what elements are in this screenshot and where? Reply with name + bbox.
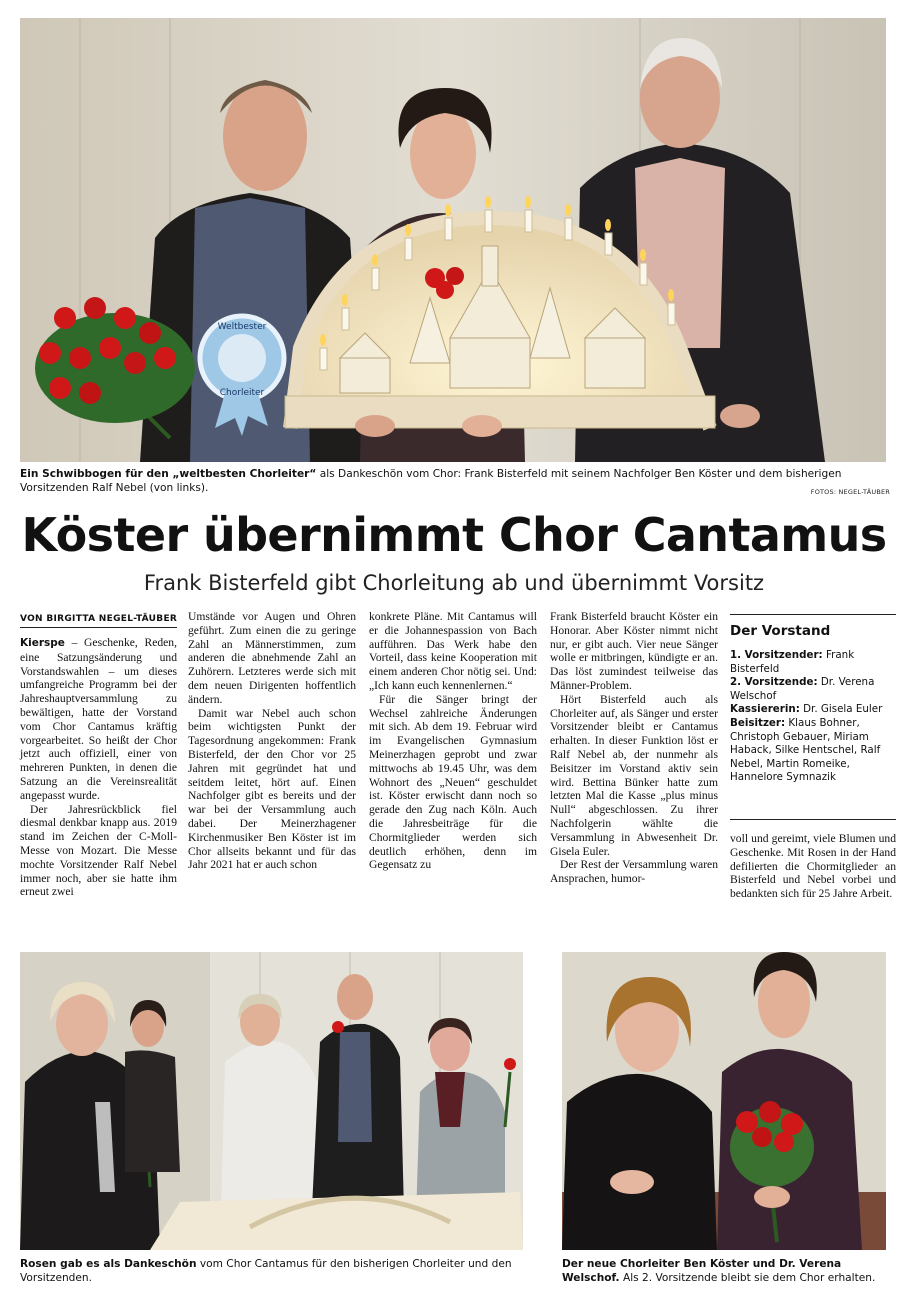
photo-credit: FOTOS: NEGEL-TÄUBER bbox=[810, 488, 890, 496]
col1-para-1 bbox=[20, 636, 177, 803]
bottom-left-caption bbox=[20, 1257, 525, 1285]
col4-para-1: Frank Bisterfeld braucht Köster ein Honorar. Aber Köster nimmt nicht nur, er gibt auch. Vier neue Sänger wolle er mitbringen, kündigte er an. Das löst zumindest teilweise das Männer-Problem. bbox=[550, 610, 718, 692]
col2-para-2: Damit war Nebel auch schon beim wichtigsten Punkt der Tagesordnung angekommen: Frank Bisterfeld, der den Chor vor 25 Jahren mit gegründet hat und seitdem leitet, hört auf. Einen Nachfolger gibt es bereits und der war bei der Versammlung auch dabei. Der Meinerzhagener Kirchenmusiker Ben Köster ist im Chor allseits bekannt und für das Jahr 2021 hat er auch schon bbox=[188, 706, 356, 872]
article-column-4 bbox=[550, 610, 718, 886]
infobox-entry-2 bbox=[730, 676, 896, 703]
entry-value: Frank Bisterfeld bbox=[730, 649, 855, 675]
entry-value: Dr. Gisela Euler bbox=[799, 703, 883, 716]
top-photo-caption bbox=[20, 467, 886, 495]
entry-label: 1. Vorsitzender: bbox=[730, 649, 823, 661]
col3-para-1: konkrete Pläne. Mit Cantamus will er die Johannespassion von Bach aufführen. Das Werk habe den Vorteil, dass keine Kooperation mit einem anderen Chor nötig sei. Und: „Ich kann euch kennenlernen.“ bbox=[369, 610, 537, 692]
entry-value: Klaus Bohner, Christoph Gebauer, Miriam Haback, Silke Hentschel, Ralf Nebel, Martin Romeike, Hannelore Symnazik bbox=[730, 716, 881, 784]
headline: Köster übernimmt Chor Cantamus bbox=[21, 508, 887, 562]
infobox-title: Der Vorstand bbox=[730, 623, 831, 639]
infobox-entry-3 bbox=[730, 703, 896, 717]
bottom-right-caption-rest: Als 2. Vorsitzende bleibt sie dem Chor erhalten. bbox=[619, 1272, 876, 1284]
byline: VON BIRGITTA NEGEL-TÄUBER bbox=[20, 614, 177, 628]
bottom-right-photo bbox=[562, 952, 886, 1250]
article-column-5 bbox=[730, 832, 896, 901]
entry-label: Kassiererin: bbox=[730, 703, 800, 716]
entry-value: Dr. Verena Welschof bbox=[730, 676, 875, 702]
top-caption-lead: Ein Schwibbogen für den „weltbesten Chorleiter“ bbox=[20, 468, 317, 480]
badge-text-top: Weltbester bbox=[217, 322, 267, 332]
infobox-entry-4 bbox=[730, 717, 896, 785]
dateline: Kierspe bbox=[20, 637, 65, 649]
badge-text-bottom: Chorleiter bbox=[219, 388, 265, 398]
article-column-3 bbox=[369, 610, 537, 872]
col4-para-3: Der Rest der Versammlung waren Ansprachen, humor- bbox=[550, 858, 718, 886]
col1-para-1-text: – Geschenke, Reden, eine Satzungsänderung und Vorstandswahlen – um dieses umfangreiche Programm bei der Jahreshauptversammlung zu bewältigen, hatte der Vorstand vom Chor Cantamus kräftig vorgearbeitet. So heißt der Chor jetzt auch offiziell, einer von mehreren Punkten, in denen die Satzung an die Vereinsrealität angepasst wurde. bbox=[20, 636, 177, 802]
article-column-2 bbox=[188, 610, 356, 872]
bottom-left-caption-lead: Rosen gab es als Dankeschön bbox=[20, 1258, 197, 1270]
bottom-right-caption-lead: Der neue Chorleiter Ben Köster und Dr. Verena Welschof. bbox=[562, 1258, 842, 1284]
col5-para-1: voll und gereimt, viele Blumen und Geschenke. Mit Rosen in der Hand defilierten die Chormitglieder an Bisterfeld und Nebel vorbei und bedankten sich für 25 Jahre Arbeit. bbox=[730, 832, 896, 901]
vorstand-infobox bbox=[730, 614, 896, 820]
bottom-left-photo bbox=[20, 952, 523, 1250]
top-caption-rest: als Dankeschön vom Chor: Frank Bisterfeld mit seinem Nachfolger Ben Köster und dem bisherigen Vorsitzenden Ralf Nebel (von links). bbox=[20, 468, 842, 494]
bottom-left-caption-rest: vom Chor Cantamus für den bisherigen Chorleiter und den Vorsitzenden. bbox=[20, 1258, 512, 1284]
bottom-right-caption bbox=[562, 1257, 892, 1285]
entry-label: Beisitzer: bbox=[730, 716, 786, 729]
article-column-1 bbox=[20, 636, 177, 899]
col1-para-2: Der Jahresrückblick fiel diesmal denkbar knapp aus. 2019 stand im Zeichen der C-Moll-Messe von Mozart. Die Messe mochte Vorsitzender Ralf Nebel immer noch, aber sie hatte ihm erneut zwei bbox=[20, 802, 177, 899]
subheadline: Frank Bisterfeld gibt Chorleitung ab und übernimmt Vorsitz bbox=[143, 571, 765, 595]
col2-para-1: Umstände vor Augen und Ohren geführt. Zum einen die zu geringe Zahl an Männerstimmen, zum anderen die abnehmende Zahl an Zuhörern. Letzteres werde sich mit dem neuen Dirigenten hoffentlich ändern. bbox=[188, 610, 356, 706]
infobox-entry-1 bbox=[730, 649, 896, 676]
col3-para-2: Für die Sänger bringt der Wechsel zahlreiche Änderungen mit sich. Ab dem 19. Februar wird im Evangelischen Gymnasium Meinerzhagen geprobt und zwar mittwochs ab 19.45 Uhr, was dem Wohnort des „Neuen“ geschuldet ist. Köster erwischt dann noch so gerade den Zug nach Köln. Auch die Jahresbeiträge für die Chormitglieder werden sich deutlich erhöhen, denn im Gegensatz zu bbox=[369, 692, 537, 872]
top-photo bbox=[20, 18, 886, 462]
entry-label: 2. Vorsitzende: bbox=[730, 676, 818, 689]
col4-para-2: Hört Bisterfeld auch als Chorleiter auf, als Sänger und erster Vorsitzender bleibt er Cantamus erhalten. In dieser Funktion löst er Ralf Nebel ab, der nunmehr als Beisitzer im Vorstand aktiv sein wird. Bettina Bünker hatte zum letzten Mal die Kasse „plus minus Null“ abgeschlossen. Zu ihrer Nachfolgerin wählte die Versammlung in Abwesenheit Dr. Gisela Euler. bbox=[550, 692, 718, 858]
